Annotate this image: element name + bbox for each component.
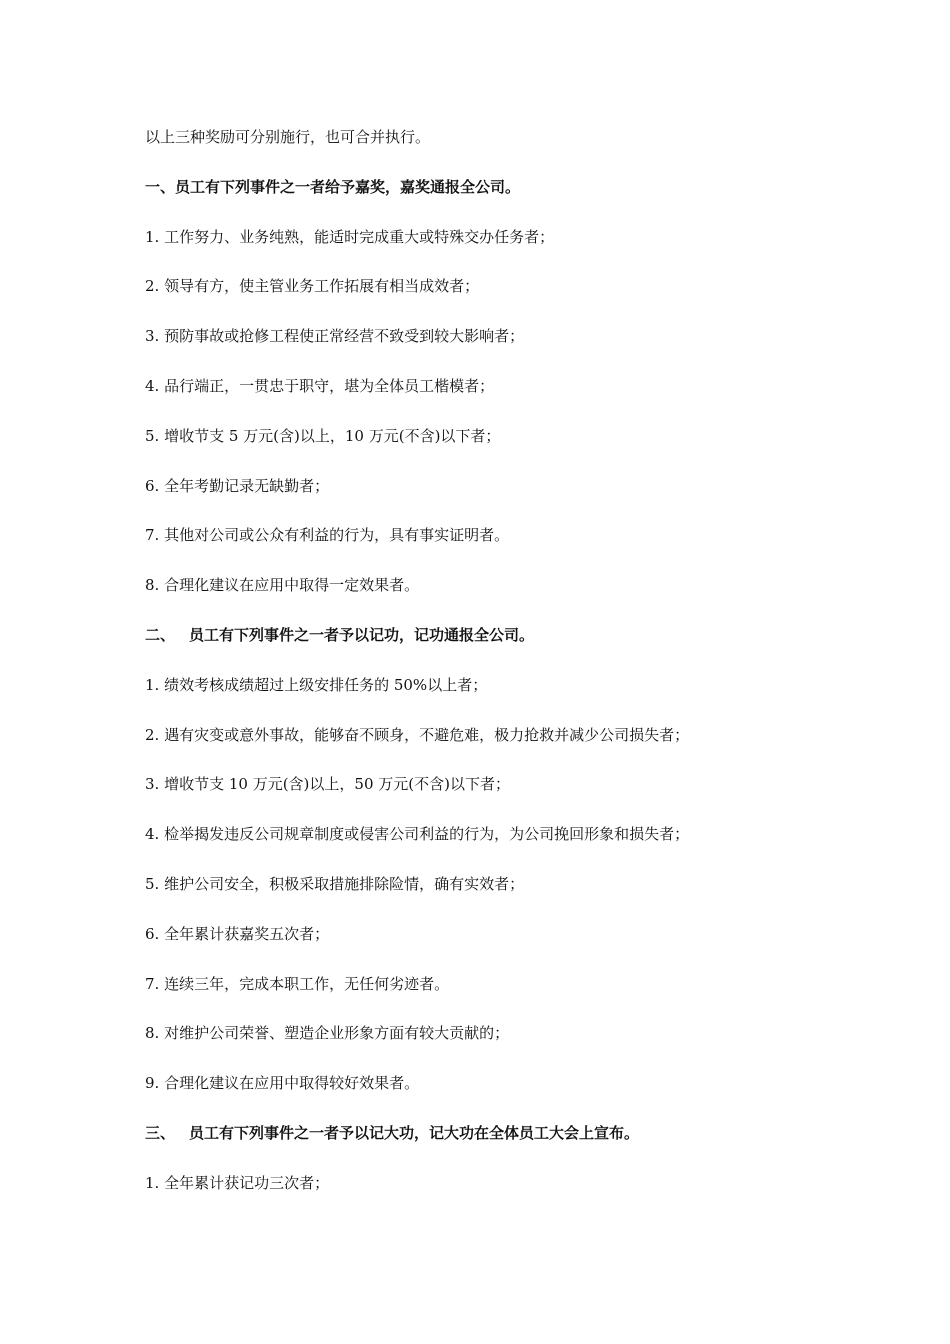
section-2-heading	[145, 624, 845, 646]
section-2-item-5: 5. 维护公司安全，积极采取措施排除险情，确有实效者；	[145, 874, 525, 893]
section-3-item-1: 1. 全年累计获记功三次者；	[145, 1173, 330, 1192]
section-2-item-4: 4. 检举揭发违反公司规章制度或侵害公司利益的行为，为公司挽回形象和损失者；	[145, 825, 690, 844]
section-1-heading: 一、员工有下列事件之一者给予嘉奖，嘉奖通报全公司。	[145, 177, 521, 196]
section-2-item-1: 1. 绩效考核成绩超过上级安排任务的 50%以上者；	[145, 675, 488, 694]
section-2-item-3: 3. 增收节支 10 万元(含)以上，50 万元(不含)以下者；	[145, 775, 510, 794]
section-1-item-6: 6. 全年考勤记录无缺勤者；	[145, 476, 330, 495]
intro-paragraph: 以上三种奖励可分别施行，也可合并执行。	[145, 128, 431, 146]
section-1-item-2: 2. 领导有方，使主管业务工作拓展有相当成效者；	[145, 277, 480, 296]
section-1-item-7: 7. 其他对公司或公众有利益的行为，具有事实证明者。	[145, 526, 510, 545]
section-2-item-8: 8. 对维护公司荣誉、塑造企业形象方面有较大贡献的；	[145, 1024, 510, 1043]
section-2-heading-text: 员工有下列事件之一者予以记功，记功通报全公司。	[189, 625, 535, 644]
section-1-item-5: 5. 增收节支 5 万元(含)以上，10 万元(不含)以下者；	[145, 426, 501, 445]
section-2-item-2: 2. 遇有灾变或意外事故，能够奋不顾身，不避危难，极力抢救并减少公司损失者；	[145, 725, 690, 744]
section-2-item-9: 9. 合理化建议在应用中取得较好效果者。	[145, 1074, 420, 1093]
section-3-heading	[145, 1122, 845, 1144]
document-page	[145, 126, 845, 1222]
section-1-item-4: 4. 品行端正，一贯忠于职守，堪为全体员工楷模者；	[145, 376, 495, 395]
section-1-item-3: 3. 预防事故或抢修工程使正常经营不致受到较大影响者；	[145, 327, 525, 346]
section-2-item-7: 7. 连续三年，完成本职工作，无任何劣迹者。	[145, 974, 450, 993]
section-2-heading-number: 二、	[145, 625, 176, 644]
section-3-heading-number: 三、	[145, 1123, 176, 1142]
section-3-heading-text: 员工有下列事件之一者予以记大功，记大功在全体员工大会上宣布。	[189, 1123, 640, 1142]
section-1-item-1: 1. 工作努力、业务纯熟，能适时完成重大或特殊交办任务者；	[145, 227, 555, 246]
section-2-item-6: 6. 全年累计获嘉奖五次者；	[145, 924, 330, 943]
section-1-item-8: 8. 合理化建议在应用中取得一定效果者。	[145, 576, 420, 595]
